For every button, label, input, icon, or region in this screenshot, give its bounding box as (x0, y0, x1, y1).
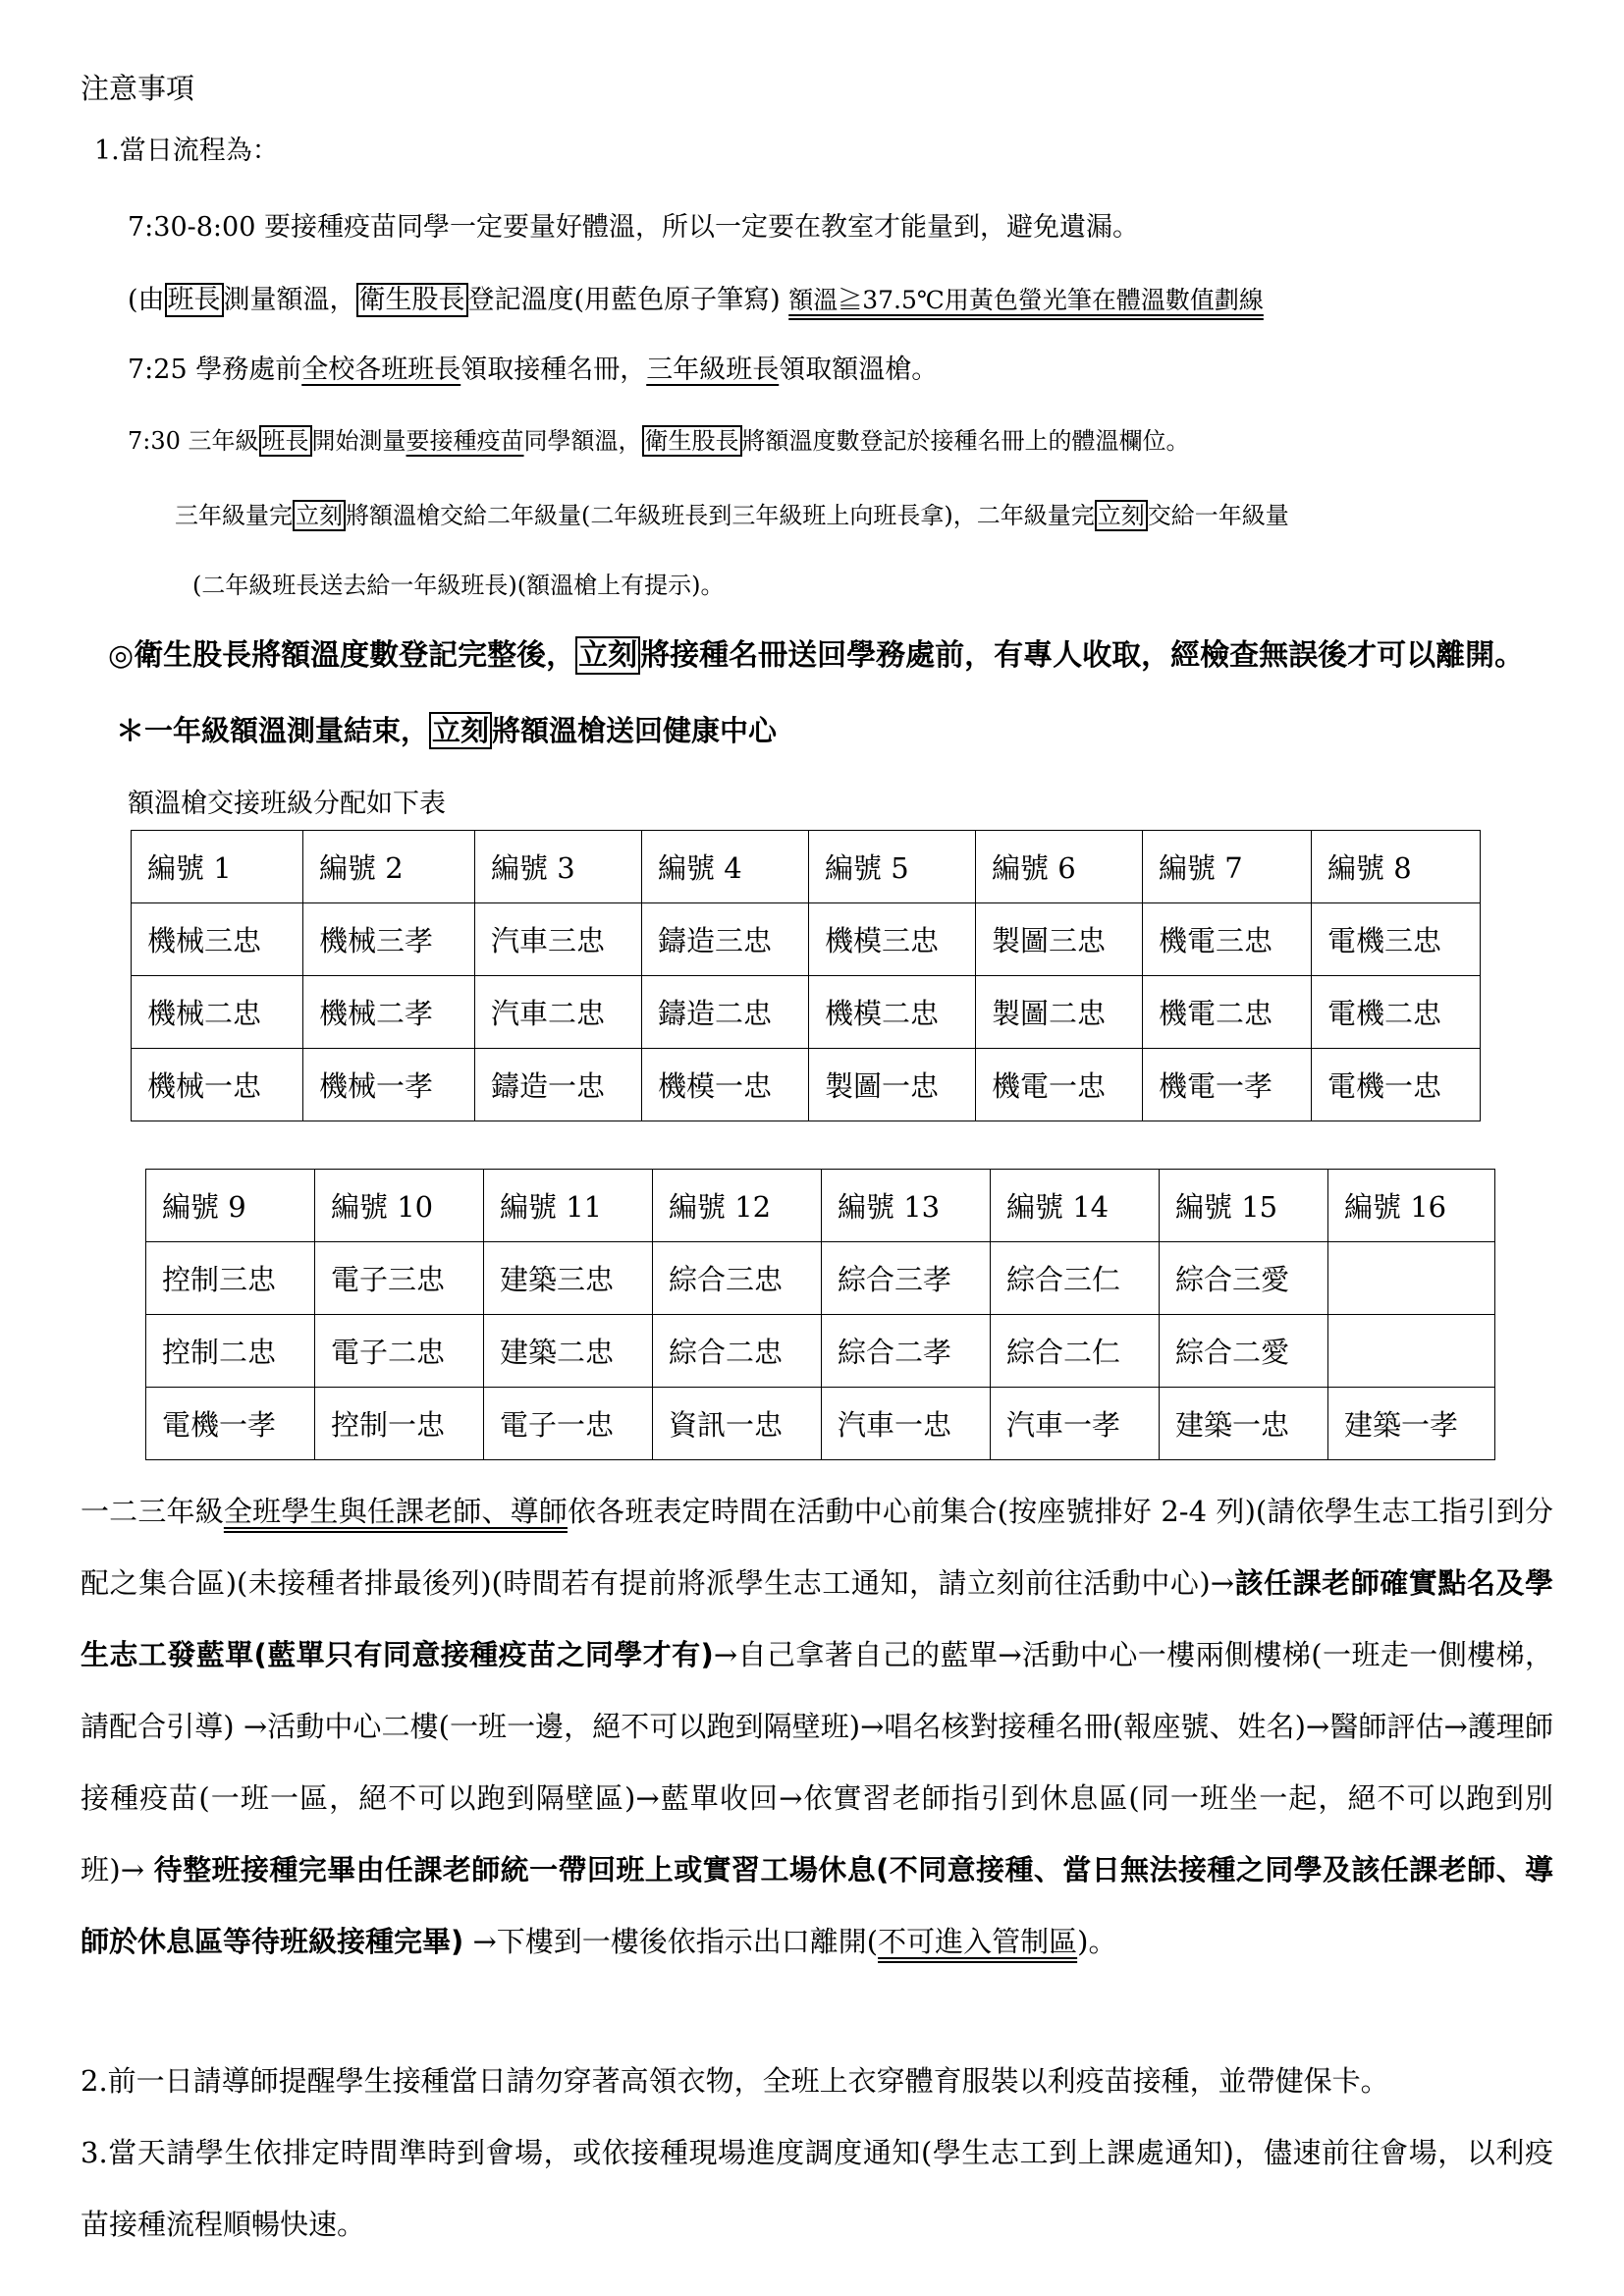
table-cell (1328, 1315, 1495, 1388)
table-cell: 機械三忠 (132, 903, 303, 976)
table-cell: 綜合三仁 (991, 1242, 1160, 1315)
table-cell: 電子一忠 (484, 1388, 653, 1460)
underlined-term: 三年級班長 (646, 355, 780, 385)
table-header-cell: 編號 6 (976, 831, 1143, 903)
table-cell: 鑄造一忠 (475, 1049, 642, 1121)
table-cell: 電機二忠 (1312, 976, 1481, 1049)
bold-instruction: 待整班接種完畢由任課老師統一帶回班上或實習工場休息(不同意接種、當日無法接種之同學及該任課老師、導師於休息區等待班級接種完畢) (81, 1853, 1553, 1958)
table-cell: 機電二忠 (1143, 976, 1312, 1049)
table-cell: 鑄造三忠 (642, 903, 809, 976)
table-cell: 機模三忠 (809, 903, 976, 976)
table-cell: 機械二孝 (303, 976, 475, 1049)
table-header-cell: 編號 14 (991, 1170, 1160, 1242)
table-header-cell: 編號 7 (1143, 831, 1312, 903)
table-cell: 綜合三忠 (653, 1242, 822, 1315)
table-header-cell: 編號 11 (484, 1170, 653, 1242)
schedule-line-1: 7:30-8:00 要接種疫苗同學一定要量好體溫，所以一定要在教室才能量到，避免遺漏。 (128, 212, 1139, 243)
underlined-term: 不可進入管制區 (878, 1925, 1078, 1958)
thermometer-table-2 (145, 1169, 1495, 1460)
table-header-cell: 編號 16 (1328, 1170, 1495, 1242)
table-cell: 汽車三忠 (475, 903, 642, 976)
table-cell: 機電一忠 (976, 1049, 1143, 1121)
underlined-term: 全班學生與任課老師、導師 (223, 1495, 568, 1528)
table-cell: 建築一孝 (1328, 1388, 1495, 1460)
table-cell: 機械一孝 (303, 1049, 475, 1121)
table-cell: 汽車二忠 (475, 976, 642, 1049)
table-cell: 建築三忠 (484, 1242, 653, 1315)
underlined-term: 全校各班班長 (301, 355, 461, 385)
boxed-term: 立刻 (575, 636, 640, 675)
boxed-term: 立刻 (429, 712, 492, 749)
table-header-cell: 編號 12 (653, 1170, 822, 1242)
table-cell: 綜合二仁 (991, 1315, 1160, 1388)
table-cell: 機械三孝 (303, 903, 475, 976)
table-cell: 製圖一忠 (809, 1049, 976, 1121)
table-header-cell: 編號 1 (132, 831, 303, 903)
schedule-line-4: 7:30 三年級 班長 開始測量要接種疫苗同學額溫， 衛生股長 將額溫度數登記於接種名冊上的體溫欄位。 (128, 427, 1190, 455)
boxed-term: 立刻 (1095, 500, 1148, 531)
bold-instruction: 該任課老師確實點名及學生志工發藍單(藍單只有同意接種疫苗之同學才有) (81, 1566, 1553, 1671)
flow-paragraph: 一二三年級全班學生與任課老師、導師依各班表定時間在活動中心前集合(按座號排好 2-4 列)(請依學生志工指引到分配之集合區)(未接種者排最後列)(時間若有提前將派學生志工通知，請立刻前往活動中心)→該任課老師確實點名及學生志工發藍單(藍單只有同意接種疫苗之同學才有)→自己拿著自己的藍單→活動中心一樓兩側樓梯(一班走一側樓梯，請配合引導) →活動中心二樓(一班一邊，絕不可以跑到隔壁班)→唱名核對接種名冊(報座號、姓名)→醫師評估→護理師接種疫苗(一班一區，絕不可以跑到隔壁區)→藍單收回→依實習老師指引到休息區(同一班坐一起，絕不可以跑到別班)→ 待整班接種完畢由任課老師統一帶回班上或實習工場休息(不同意接種、當日無法接種之同學及該任課老師、導師於休息區等待班級接種完畢) →下樓到一樓後依指示出口離開(不可進入管制區)。 (81, 1495, 1553, 1958)
table-cell: 機電三忠 (1143, 903, 1312, 976)
table-cell: 控制二忠 (146, 1315, 315, 1388)
thermometer-table-1 (131, 830, 1481, 1121)
table-header-cell: 編號 15 (1160, 1170, 1328, 1242)
table-cell: 綜合三愛 (1160, 1242, 1328, 1315)
table-caption: 額溫槍交接班級分配如下表 (128, 789, 446, 819)
table-cell: 汽車一忠 (822, 1388, 991, 1460)
table-cell: 鑄造二忠 (642, 976, 809, 1049)
table-cell: 電機一孝 (146, 1388, 315, 1460)
boxed-term: 班長 (259, 425, 312, 457)
table-cell: 電機一忠 (1312, 1049, 1481, 1121)
boxed-term: 立刻 (293, 500, 346, 531)
table-cell: 製圖三忠 (976, 903, 1143, 976)
table-cell: 製圖二忠 (976, 976, 1143, 1049)
table-header-row (132, 831, 1481, 903)
table-cell (1328, 1242, 1495, 1315)
schedule-line-5: 三年級量完 立刻 將額溫槍交給二年級量(二年級班長到三年級班上向班長拿)，二年級量完 立刻 交給一年級量 (175, 502, 1289, 529)
table-cell: 機械一忠 (132, 1049, 303, 1121)
table-header-cell: 編號 9 (146, 1170, 315, 1242)
table-cell: 機電一孝 (1143, 1049, 1312, 1121)
schedule-line-3: 7:25 學務處前全校各班班長領取接種名冊，三年級班長領取額溫槍。 (128, 355, 939, 385)
table-cell: 建築二忠 (484, 1315, 653, 1388)
table-header-cell: 編號 10 (315, 1170, 484, 1242)
table-cell: 機模二忠 (809, 976, 976, 1049)
table-row (146, 1315, 1495, 1388)
table-row (132, 1049, 1481, 1121)
table-cell: 綜合二愛 (1160, 1315, 1328, 1388)
table-cell: 資訊一忠 (653, 1388, 822, 1460)
underlined-note: 額溫≧37.5℃用黃色螢光筆在體溫數值劃線 (788, 286, 1264, 314)
table-row (146, 1242, 1495, 1315)
table-row (132, 976, 1481, 1049)
asterisk-icon: ＊ (116, 714, 145, 747)
table-header-cell: 編號 8 (1312, 831, 1481, 903)
boxed-term: 班長 (165, 283, 224, 317)
table-cell: 綜合二孝 (822, 1315, 991, 1388)
table-header-cell: 編號 4 (642, 831, 809, 903)
table-header-cell: 編號 2 (303, 831, 475, 903)
table-header-cell: 編號 5 (809, 831, 976, 903)
boxed-term: 衛生股長 (642, 425, 742, 457)
table-header-row (146, 1170, 1495, 1242)
item-1-heading: 1.當日流程為： (94, 136, 279, 166)
double-circle-icon: ◎ (108, 638, 135, 673)
item-3: 3.當天請學生依排定時間準時到會場，或依接種現場進度調度通知(學生志工到上課處通知)，儘速前往會場，以利疫苗接種流程順暢快速。 (81, 2136, 1553, 2241)
underlined-term: 要接種疫苗 (406, 427, 524, 455)
table-row (132, 903, 1481, 976)
table-cell: 電子三忠 (315, 1242, 484, 1315)
health-officer-note: ◎衛生股長將額溫度數登記完整後， 立刻 將接種名冊送回學務處前，有專人收取，經檢查無誤後才可以離開。 (108, 638, 1525, 673)
table-row (146, 1388, 1495, 1460)
table-cell: 機械二忠 (132, 976, 303, 1049)
table-cell: 綜合二忠 (653, 1315, 822, 1388)
table-cell: 機模一忠 (642, 1049, 809, 1121)
first-grade-note: ＊一年級額溫測量結束， 立刻 將額溫槍送回健康中心 (116, 714, 778, 747)
boxed-term: 衛生股長 (356, 283, 468, 317)
schedule-line-2: (由 班長 測量額溫， 衛生股長 登記溫度(用藍色原子筆寫) 額溫≧37.5℃用黃色螢光筆在體溫數值劃線 (128, 285, 1264, 315)
page-title: 注意事項 (81, 72, 195, 105)
table-cell: 電機三忠 (1312, 903, 1481, 976)
table-cell: 建築一忠 (1160, 1388, 1328, 1460)
table-cell: 控制一忠 (315, 1388, 484, 1460)
table-header-cell: 編號 3 (475, 831, 642, 903)
table-cell: 電子二忠 (315, 1315, 484, 1388)
table-cell: 綜合三孝 (822, 1242, 991, 1315)
table-cell: 汽車一孝 (991, 1388, 1160, 1460)
table-header-cell: 編號 13 (822, 1170, 991, 1242)
table-cell: 控制三忠 (146, 1242, 315, 1315)
item-2: 2.前一日請導師提醒學生接種當日請勿穿著高領衣物，全班上衣穿體育服裝以利疫苗接種，並帶健保卡。 (81, 2064, 1389, 2098)
schedule-line-6: (二年級班長送去給一年級班長)(額溫槍上有提示)。 (192, 572, 725, 599)
